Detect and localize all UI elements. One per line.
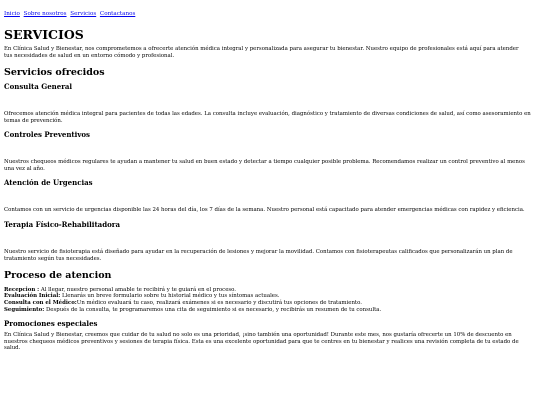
nav-link-servicios[interactable]: Servicios (70, 11, 97, 17)
service-atencion-urgencias (4, 179, 536, 214)
page (4, 0, 536, 352)
nav-link-sobre-nosotros[interactable]: Sobre nosotros (23, 11, 67, 17)
promo-paragraph: En Clínica Salud y Bienestar, creemos que cuidar de tu salud no solo es una prioridad, ¡sino también una oportunidad! Durante este mes, nos gustaría ofrecerte un 10% de descuento en nuestros chequeos médicos preventivos y sesiones de terapia física. Esta es una excelente oportunidad para que te centres en tu bienestar y realices una revisión completa de tu estado de salud. (4, 332, 519, 352)
intro-paragraph: En Clínica Salud y Bienestar, nos comprometemos a ofrecerte atención médica integral y personalizada para asegurar tu bienestar. Nuestro equipo de profesionales está aquí para atender tus necesidades de salud en un entorno cómodo y profesional. (4, 46, 519, 59)
page-title: SERVICIOS (4, 27, 84, 42)
nav-link-inicio[interactable]: Inicio (4, 11, 20, 17)
process-step (4, 307, 536, 314)
process-heading: Proceso de atencion (4, 270, 112, 282)
process-step (4, 293, 536, 300)
process-step-label: Evaluación Inicial: (4, 293, 61, 300)
service-description: Nuestro servicio de fisioterapia está diseñado para ayudar en la recuperación de lesiones y mejorar la movilidad. Contamos con fisioterapeutas calificados que personalizarán un plan de tratamiento según tus necesidades. (4, 248, 513, 262)
nav-link-contactanos[interactable]: Contactanos (99, 11, 136, 17)
process-step-label: Consulta con el Médico: (4, 299, 77, 306)
process-step (4, 300, 536, 307)
service-terapia-fisica (4, 221, 536, 262)
service-title: Terapia Físico-Rehabilitadora (4, 219, 120, 229)
service-controles-preventivos (4, 131, 536, 172)
process-step-label: Seguimiento: (4, 306, 45, 313)
service-title: Controles Preventivos (4, 130, 90, 140)
process-step-text: Al llegar, nuestro personal amable te recibirá y te guiará en el proceso. (39, 286, 237, 293)
services-heading: Servicios ofrecidos (4, 67, 105, 79)
top-nav (4, 11, 536, 19)
service-description: Ofrecemos atención médica integral para pacientes de todas las edades. La consulta incluye evaluación, diagnóstico y tratamiento de diversas condiciones de salud, así como asesoramiento en temas de prevención. (4, 111, 531, 124)
process-step-text: Después de la consulta, te programaremos una cita de seguimiento si es necesario, y recibirás un resumen de tu consulta. (44, 306, 382, 313)
process-list (4, 287, 536, 313)
service-title: Consulta General (4, 82, 73, 92)
service-consulta-general (4, 83, 536, 124)
process-step-text: Llenarás un breve formulario sobre tu historial médico y tus síntomas actuales. (60, 293, 280, 300)
promo-title: Promociones especiales (4, 319, 98, 329)
process-step-text: Un médico evaluará tu caso, realizará exámenes si es necesario y discutirá tus opciones de tratamiento. (76, 299, 362, 306)
service-description: Contamos con un servicio de urgencias disponible las 24 horas del día, los 7 días de la semana. Nuestro personal está capacitado para atender emergencias médicas con rapidez y eficiencia. (4, 207, 525, 214)
service-description: Nuestros chequeos médicos regulares te ayudan a mantener tu salud en buen estado y detectar a tiempo cualquier posible problema. Recomendamos realizar un control preventivo al menos una vez al año. (4, 159, 525, 172)
service-title: Atención de Urgencias (4, 178, 93, 188)
process-step-label: Recepcion : (4, 286, 40, 293)
